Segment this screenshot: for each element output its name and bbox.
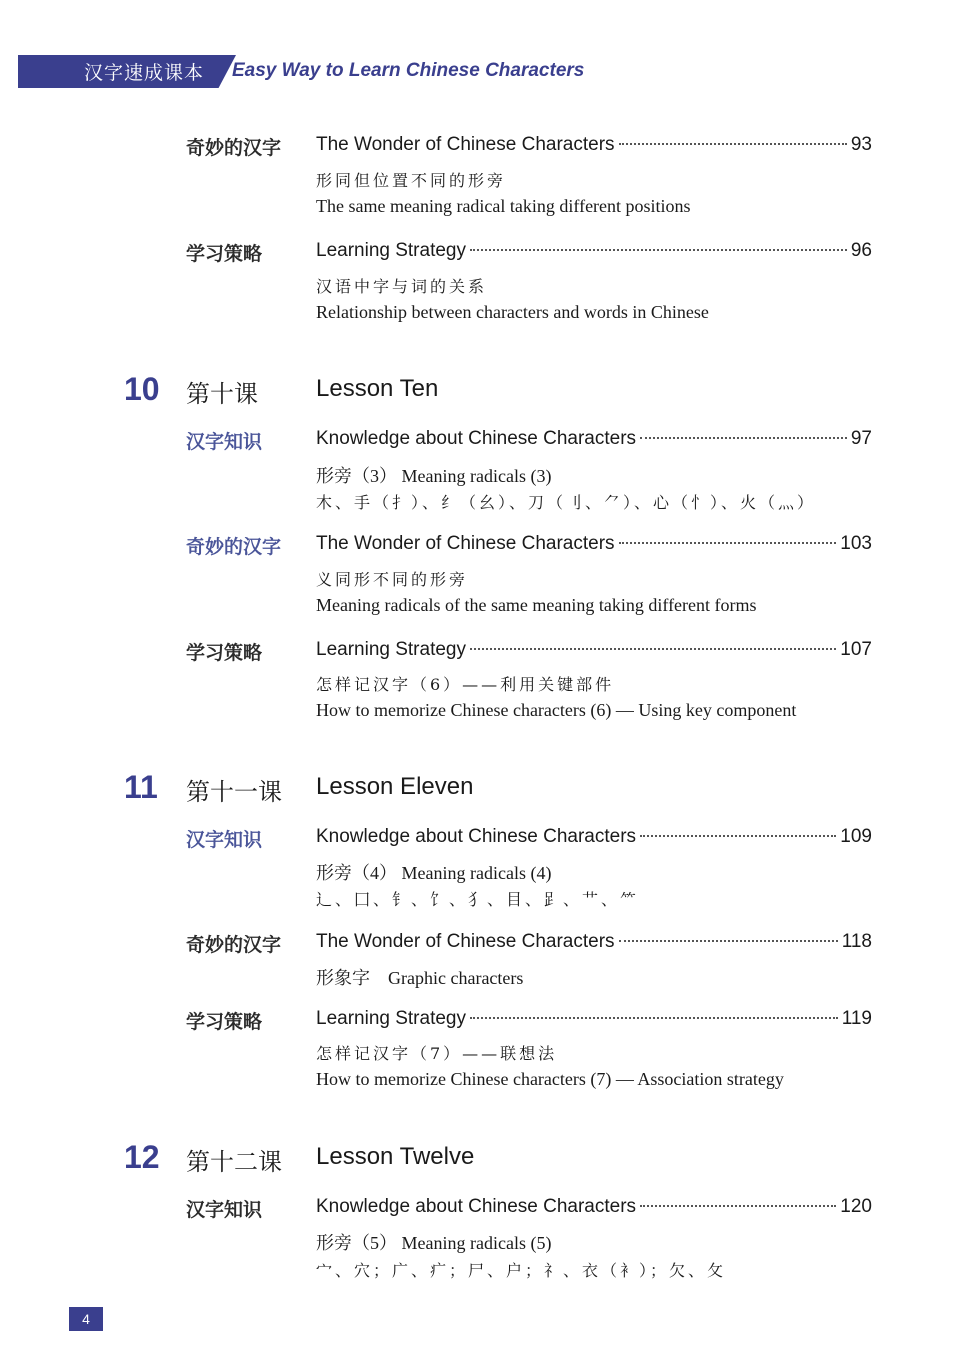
toc-entry-link[interactable] [316,1196,872,1218]
toc-page-number: 120 [840,1196,872,1217]
lesson-number: 11 [124,769,158,805]
lesson-title-en: Lesson Twelve [316,1143,475,1170]
page-number-badge: 4 [69,1307,103,1331]
toc-entry-title: Learning Strategy [316,639,466,660]
lesson-title-cn: 第十课 [186,380,258,408]
toc-entry-title: Knowledge about Chinese Characters [316,1196,637,1217]
toc-entry-link[interactable] [316,134,872,156]
lesson-number: 10 [124,371,160,407]
toc-category: 奇妙的汉字 [186,137,282,159]
lesson-title-en: Lesson Ten [316,375,439,402]
toc-entry-title: The Wonder of Chinese Characters [316,134,615,155]
toc-category: 奇妙的汉字 [186,536,282,558]
lesson-title-en: Lesson Eleven [316,773,474,800]
toc-entry-link[interactable] [316,931,872,953]
toc-page-number: 103 [840,533,872,554]
toc-entry-link[interactable] [316,1008,872,1030]
toc-subtitle-mixed: 形旁（3） Meaning radicals (3) [316,466,552,486]
toc-page-number: 107 [840,639,872,660]
lesson-title-cn: 第十一课 [186,778,282,806]
toc-subtitle-cn: 汉语中字与词的关系 [316,277,488,296]
toc-entry-title: Knowledge about Chinese Characters [316,826,637,847]
toc-radicals-list: 辶、囗、钅、饣、犭、目、𧾷、艹、⺮ [316,890,640,909]
toc-page-number: 96 [850,240,872,261]
dot-leader [640,1205,836,1207]
toc-entry-title: Knowledge about Chinese Characters [316,428,637,449]
toc-subtitle-mixed: 形旁（4） Meaning radicals (4) [316,863,552,883]
toc-category: 汉字知识 [186,829,263,851]
toc-subtitle-mixed: 形旁（5） Meaning radicals (5) [316,1233,552,1253]
toc-entry-link[interactable] [316,533,872,555]
toc-entry-title: The Wonder of Chinese Characters [316,931,615,952]
toc-category: 汉字知识 [186,1199,263,1221]
dot-leader [640,835,836,837]
toc-entry-title: Learning Strategy [316,240,466,261]
toc-radicals-list: 宀、穴；广、疒；尸、户；礻、衣（衤）；欠、攵 [316,1261,727,1280]
toc-page-number: 93 [850,134,872,155]
toc-category: 学习策略 [186,1011,263,1033]
dot-leader [470,249,847,251]
toc-subtitle-cn: 怎样记汉字（7）——联想法 [316,1044,558,1063]
toc-subtitle-en: Meaning radicals of the same meaning taking different forms [316,595,757,615]
toc-subtitle-cn: 怎样记汉字（6）——利用关键部件 [316,675,615,694]
toc-subtitle-cn: 形同但位置不同的形旁 [316,171,507,190]
dot-leader [470,1017,838,1019]
toc-entry-link[interactable] [316,428,872,450]
toc-category: 学习策略 [186,243,263,265]
toc-subtitle-en: Relationship between characters and words in Chinese [316,302,709,322]
dot-leader [640,437,847,439]
lesson-number: 12 [124,1139,160,1175]
toc-entry-link[interactable] [316,826,872,848]
lesson-title-cn: 第十二课 [186,1148,282,1176]
dot-leader [619,940,838,942]
dot-leader [470,648,836,650]
toc-category: 奇妙的汉字 [186,934,282,956]
toc-entry-title: The Wonder of Chinese Characters [316,533,615,554]
dot-leader [619,542,837,544]
toc-radicals-list: 木、手（扌）、纟（幺）、刀（刂、⺈）、心（忄）、火（灬） [316,493,817,512]
toc-entry-link[interactable] [316,639,872,661]
header-cn-title: 汉字速成课本 [84,62,205,84]
toc-subtitle-en: The same meaning radical taking different positions [316,196,691,216]
toc-subtitle-en: How to memorize Chinese characters (7) — Association strategy [316,1069,784,1089]
toc-subtitle-mixed: 形象字 Graphic characters [316,968,524,988]
toc-subtitle-en: How to memorize Chinese characters (6) — Using key component [316,700,797,720]
toc-subtitle-cn: 义同形不同的形旁 [316,570,469,589]
toc-page-number: 119 [841,1008,872,1029]
toc-page-number: 109 [840,826,872,847]
toc-category: 汉字知识 [186,431,263,453]
toc-category: 学习策略 [186,642,263,664]
dot-leader [619,143,847,145]
toc-entry-title: Learning Strategy [316,1008,466,1029]
toc-entry-link[interactable] [316,240,872,262]
toc-page-number: 97 [850,428,872,449]
header-en-title: Easy Way to Learn Chinese Characters [232,60,585,81]
toc-page-number: 118 [841,931,872,952]
